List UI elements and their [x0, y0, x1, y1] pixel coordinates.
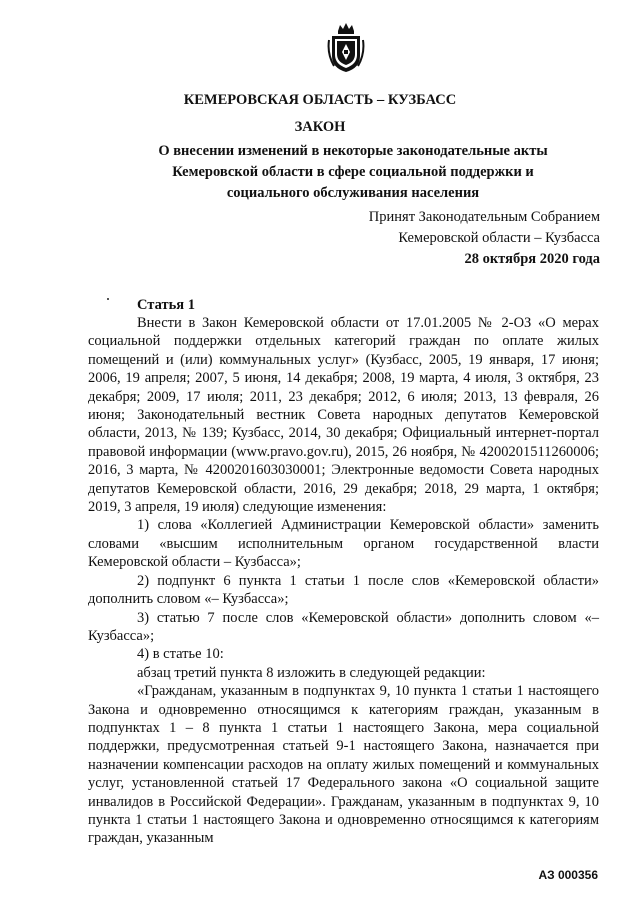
- article-paragraph: 3) статью 7 после слов «Кемеровской области» дополнить словом «– Кузбасса»;: [88, 609, 599, 644]
- law-title: [120, 141, 586, 204]
- adoption-block: [240, 207, 600, 270]
- law-title-line: О внесении изменений в некоторые законодательные акты: [158, 143, 548, 159]
- article-body: [88, 314, 599, 848]
- region-heading: КЕМЕРОВСКАЯ ОБЛАСТЬ – КУЗБАСС: [183, 92, 457, 108]
- article-heading: Статья 1: [137, 297, 195, 313]
- article-paragraph: 1) слова «Коллегией Администрации Кемеровской области» заменить словами «высшим исполнительным органом государственной власти Кемеровской области – Кузбасса»;: [88, 517, 599, 571]
- serial-number: АЗ 000356: [538, 868, 598, 882]
- article-paragraph: 4) в статье 10:: [137, 646, 224, 663]
- document-type: ЗАКОН: [294, 119, 346, 135]
- adoption-line: Кемеровской области – Кузбасса: [398, 230, 600, 246]
- adoption-date: 28 октября 2020 года: [464, 251, 600, 267]
- coat-of-arms-icon: [326, 22, 366, 74]
- law-title-line: социального обслуживания населения: [226, 185, 480, 201]
- scan-dot: [107, 298, 109, 300]
- article-paragraph: Внести в Закон Кемеровской области от 17.01.2005 № 2-ОЗ «О мерах социальной поддержки отдельных категорий граждан по оплате жилых помещений и (или) коммунальных услуг» (Кузбасс, 2005, 19 января, 17 июня; 2006, 19 апреля; 2007, 5 июня, 14 декабря; 2008, 19 марта, 4 июля, 3 октября, 23 декабря; 2009, 17 июля; 2011, 23 декабря; 2012, 6 июля; 2013, 13 февраля, 26 июня; Законодательный вестник Совета народных депутатов Кемеровской области, 2013, № 139; Кузбасс, 2014, 30 декабря; Официальный интернет-портал правовой информации (www.pravo.gov.ru), 2015, 26 ноября, № 4200201511260006; 2016, 3 марта, № 4200201603030001; Электронные ведомости Совета народных депутатов Кемеровской области, 2016, 29 декабря; 2018, 29 марта, 1 октября; 2019, 3 апреля, 19 июля) следующие изменения:: [88, 315, 599, 516]
- article-paragraph: «Гражданам, указанным в подпунктах 9, 10 пункта 1 статьи 1 настоящего Закона и одновременно относящимся к категориям граждан, указанным в подпунктах 1 – 8 пункта 1 статьи 1 настоящего Закона, мера социальной поддержки, предусмотренная статьей 9-1 настоящего Закона, назначается при назначении компенсации расходов на оплату жилых помещений и коммунальных услуг, установленной статьей 17 Федерального закона «О социальной защите инвалидов в Российской Федерации». Гражданам, указанным в подпунктах 9, 10 пункта 1 статьи 1 настоящего Закона и одновременно относящимся к категориям граждан, указанным: [88, 683, 599, 847]
- article-paragraph: 2) подпункт 6 пункта 1 статьи 1 после слов «Кемеровской области» дополнить словом «– Кузбасса»;: [88, 572, 599, 608]
- adoption-line: Принят Законодательным Собранием: [368, 209, 600, 225]
- article-paragraph: абзац третий пункта 8 изложить в следующей редакции:: [137, 664, 486, 681]
- law-title-line: Кемеровской области в сфере социальной поддержки и: [172, 164, 534, 180]
